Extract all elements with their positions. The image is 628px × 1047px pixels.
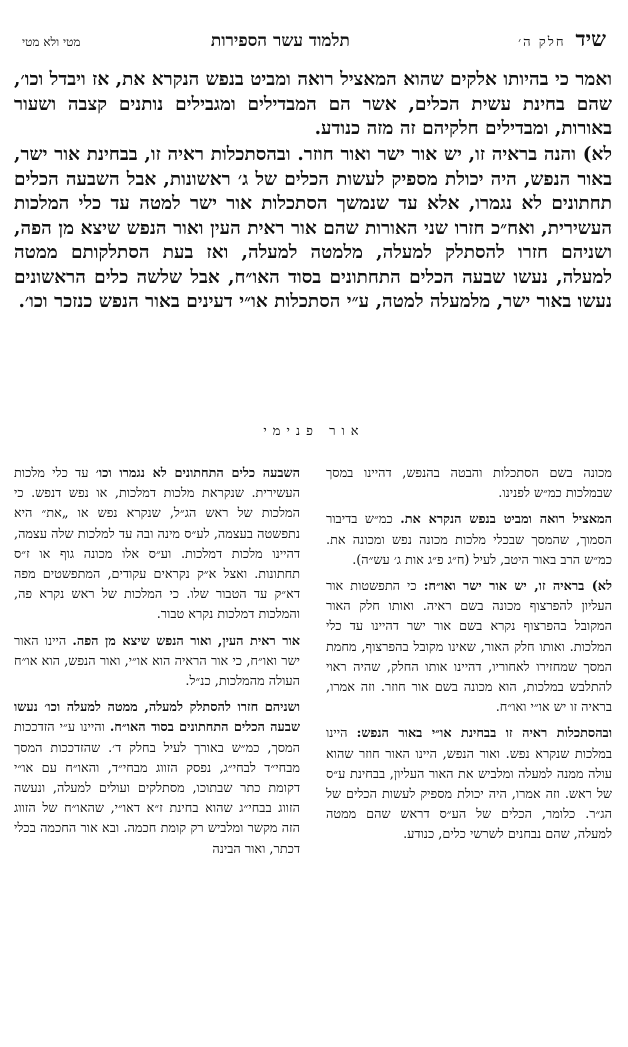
book-title: תלמוד עשר הספירות: [210, 31, 350, 51]
commentary-text: כי התפשטות אור העליון להפרצוף מכונה בשם ראיה. ואותו חלק האור המקובל בהפרצוף נקרא בשם אור ישר דהיינו עד כלי המלכות. ואותו חלק האור, שאינו מקובל בהפרצוף, מחמת המסך שמחזירו לאחוריו, דהיינו אותו החלק, שהיה ראוי להתלבש במלכות, הוא מכונה בשם אור חוזר. וזה אמרו, בראיה זו יש או״י ואו״ח.: [326, 579, 612, 716]
commentary-paragraph: [14, 464, 300, 626]
part-label: חלק ה׳: [518, 35, 566, 50]
commentary-lead: המאציל רואה ומביט בנפש הנקרא את.: [400, 512, 612, 528]
commentary-lead: ובהסתכלות ראיה זו בבחינת או״י באור הנפש:: [356, 726, 612, 742]
commentary-right-column: [326, 464, 612, 1044]
commentary-paragraph: [326, 577, 612, 718]
commentary-text: היינו במלכות שנקרא נפש. ואור הנפש, היינו האור חוזר שהוא עולה ממנה למעלה ומלביש את האור העליון, בבחינת ע״ס של ראש. וזה אמרו, היה יכולת מספיק לעשות הכלים של הג״ר. כלומר, הכלים של הע״ס דראש שהם ממטה למעלה, שהם נבחנים לשרשי כלים, כנודע.: [326, 726, 612, 843]
commentary-text: היינו האור ישר ואו״ח, כי אור הראיה הוא או״י, ואור הנפש, הוא או״ח העולה מהמלכות, כנ״ל.: [14, 633, 300, 690]
main-paragraph-1: [14, 68, 612, 142]
commentary-paragraph: [326, 510, 612, 571]
commentary-paragraph: [326, 464, 612, 504]
commentary-left-column: [14, 464, 300, 1044]
commentary-paragraph: [14, 698, 300, 860]
commentary-lead: לא) בראיה זו, יש אור ישר ואו״ח:: [423, 579, 612, 595]
main-paragraph-2: [14, 143, 612, 315]
commentary-lead: ושניהם חזרו להסתלק למעלה, ממטה למעלה וכו׳ נעשו שבעה הכלים התחתונים בסוד האו״ח.: [14, 700, 300, 736]
commentary-lead: השבעה כלים התחתונים לא נגמרו וכו׳: [95, 466, 300, 481]
page-number: שיד: [575, 26, 606, 51]
commentary-paragraph: [326, 724, 612, 845]
commentary-text: עד כלי מלכות העשירית. שנקראת מלכות דמלכות, או נפש דנפש. כי המלכות של ראש הג״ל, שנקרא נפש או „את״ היא נתפשטה בעצמה, לע״ס מינה ובה עד למלכות שלה עצמה, דהיינו מלכות דמלכות. וע״ס אלו מכונה גוף או ז״ס תחתונות. ואצל א״ק נקראים עקודים, המתפשטים מפה דא״ק עד הטבור שלו. כי המלכות של ראש נקרא פה, והמלכות דמלכות נקרא טבור.: [14, 466, 300, 623]
commentary-heading: אור פנימי: [263, 424, 365, 439]
main-paragraph-1-text: ואמר כי בהיותו אלקים שהוא המאציל רואה ומביט בנפש הנקרא את, אז ויבדל וכו׳, שהם בחינת עשית הכלים, אשר הם המבדילים ומגבילים נותנים קצבה ושעור באורות, ומבדילים חלקיהם זה מזה כנודע.: [14, 69, 612, 139]
commentary-text: כמ״ש בדיבור הסמוך, שהמסך שבכלי מלכות מכונה נפש ומכונה את. כמ״ש הרב באור היטב, לעיל (ח״ג פ״ג אות ג׳ עש״ה).: [326, 512, 612, 568]
commentary-text: מכונה בשם הסתכלות והבטה בהנפש, דהיינו במסך שבמלכות כמ״ש לפנינו.: [326, 466, 612, 502]
commentary-lead: אור ראית העין, ואור הנפש שיצא מן הפה.: [72, 633, 300, 649]
commentary-paragraph: [14, 632, 300, 693]
page-header: [22, 26, 606, 50]
main-paragraph-2-text: לא) והנה בראיה זו, יש אור ישר ואור חוזר. ובהסתכלות ראיה זו, בבחינת אור ישר, באור הנפש, היה יכולת מספיק לעשות הכלים של ג׳ ראשונות, אבל השבעה הכלים תחתונים לא נגמרו, אלא עד שנמשך הסתכלות אור ישר למטה עד כלי המלכות העשירית, ואח״כ חזרו שני האורות שהם אור ראית העין ואור הנפש שיצא מן הפה, ושניהם חזרו להסתלק למעלה, מלמטה למעלה, ואז בעת הסתלקותם ממטה למעלה, נעשו שבעה הכלים התחתונים בסוד האו״ח, אבל שלשה כלים הראשונים נעשו באור ישר, מלמעלה למטה, ע״י הסתכלות או״י דעינים באור הנפש כנזכר וכו׳.: [14, 144, 612, 312]
commentary-text: והיינו ע״י הזדככות המסך, כמ״ש באורך לעיל בחלק ד׳. שהזדככות המסך מבחי״ד לבחי״ג, נפסק הזווג מבחי״ד, והאו״ח עם או״י דקומת כתר שבתוכו, מסתלקים ועולים למעלה, ונעשה הזווג בבחי״ג שהוא בחינת ז״א דאו״י, שהאו״ח של הזווג הזה מקשר ומלביש רק קומת חכמה. ובא אור החכמה בכלי דכתר, ואור הבינה: [14, 720, 300, 857]
running-head: מטי ולא מטי: [22, 35, 81, 49]
